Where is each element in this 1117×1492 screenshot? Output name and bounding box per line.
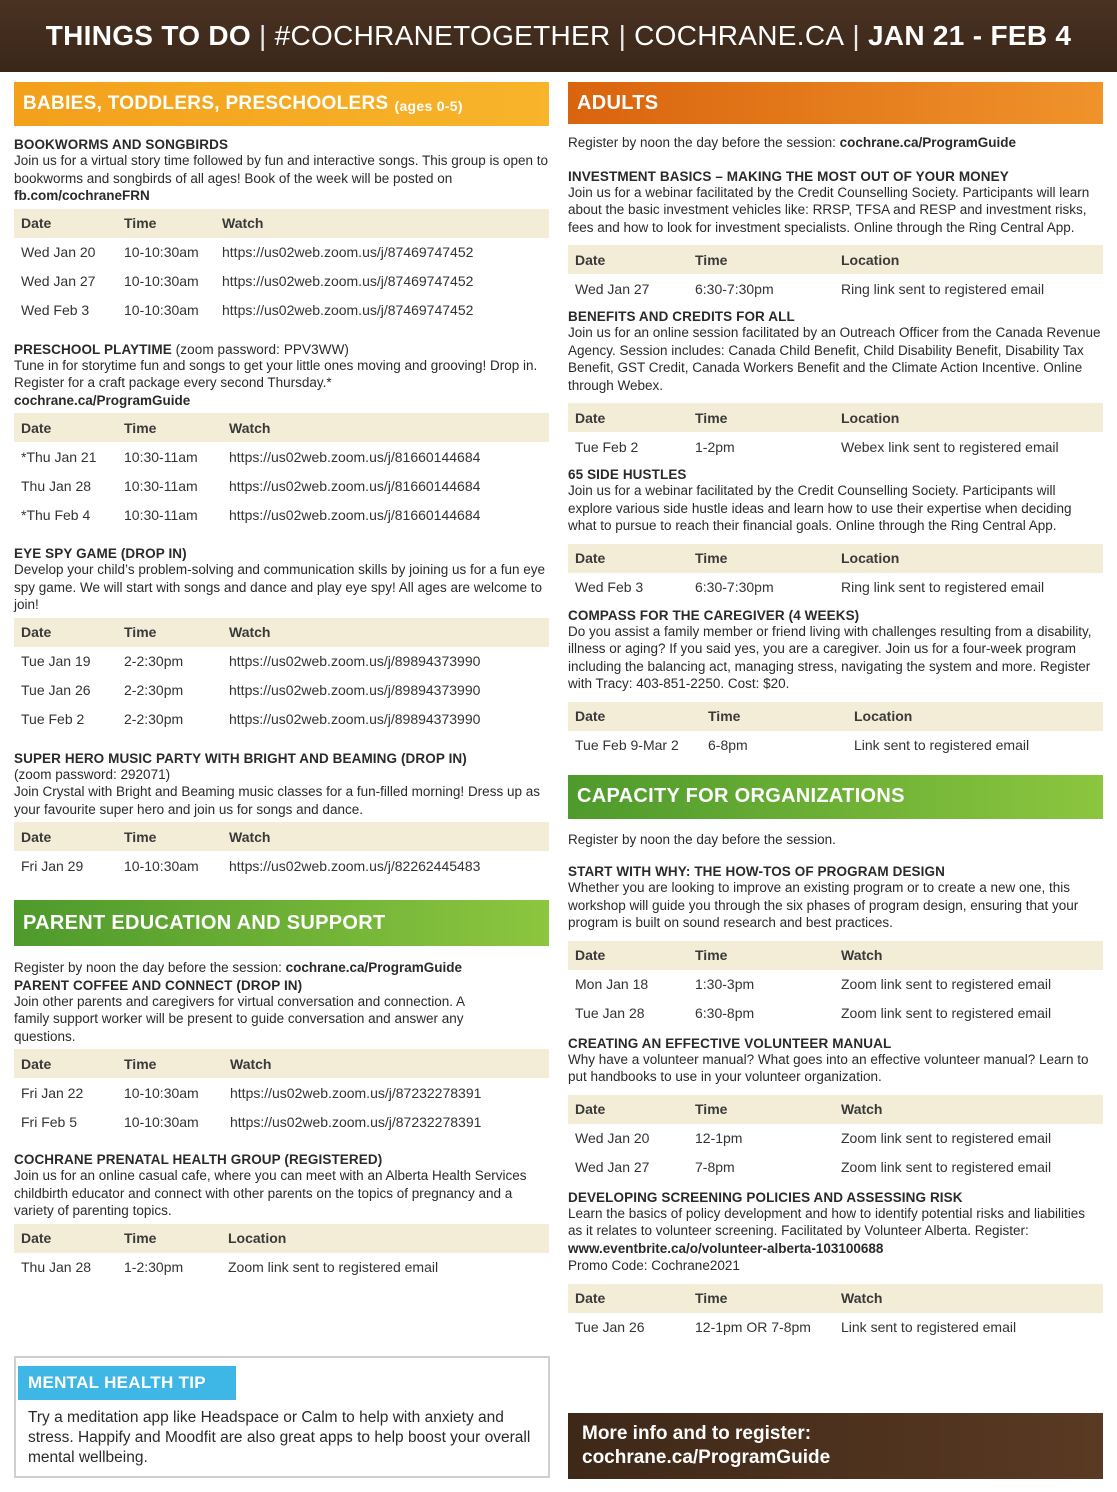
event-description: Tune in for storytime fun and songs to get your little ones moving and grooving! Drop in. Register for a craft package every second Thursday.* <box>14 357 538 390</box>
description-text: Join us for a virtual story time followed by fun and interactive songs. This group is open to bookworms and songbirds of all ages! Book of the week will be posted on <box>14 153 549 186</box>
cell-watch: Zoom link sent to registered email <box>841 1005 1052 1021</box>
more-info-link[interactable]: cochrane.ca/ProgramGuide <box>582 1447 831 1468</box>
col-header-date: Date <box>14 1049 117 1078</box>
event-description: Join us for a webinar facilitated by the Credit Counselling Society. Participants will learn about the basic investment vehicles like: RRSP, TFSA and RESP and investment risks, fees and how to look for investment specialists. Online through the Ring Central App. <box>568 184 1090 235</box>
col-header-location: Location <box>847 702 1103 731</box>
section-title: ADULTS <box>577 91 659 114</box>
event-compass-for-caregiver <box>568 608 1103 760</box>
event-eye-spy <box>14 546 549 734</box>
table-row <box>14 500 549 529</box>
table-header-row <box>568 245 1103 274</box>
table-row <box>14 1078 549 1107</box>
event-description <box>568 1205 1103 1258</box>
col-header-watch: Watch <box>222 413 549 442</box>
program-guide-link[interactable]: cochrane.ca/ProgramGuide <box>285 960 462 975</box>
cell-date: Tue Jan 26 <box>575 1319 645 1335</box>
zoom-password: (zoom password: PPV3WW) <box>171 341 350 357</box>
table-header-row <box>568 1284 1103 1313</box>
col-header-watch: Watch <box>222 618 549 647</box>
cell-time: 10:30-11am <box>124 506 198 523</box>
event-title: SUPER HERO MUSIC PARTY WITH BRIGHT AND BEAMING (DROP IN) <box>14 750 467 766</box>
table-row <box>14 676 549 705</box>
section-header-mental-health <box>18 1366 236 1400</box>
cell-date: Fri Jan 29 <box>21 857 84 874</box>
event-description: Whether you are looking to improve an existing program or to create a new one, this workshop will guide you through the six phases of program design, ensuring that your program is built on sound research and best practices. <box>568 880 1079 930</box>
section-header-parent-education <box>14 900 549 946</box>
table-header-row <box>14 1224 549 1253</box>
event-title: PARENT COFFEE AND CONNECT (DROP IN) <box>14 977 303 993</box>
section-header-capacity <box>568 775 1103 819</box>
col-header-time: Time <box>688 941 834 970</box>
event-title <box>14 342 549 357</box>
col-header-date: Date <box>14 209 117 238</box>
cell-watch: Zoom link sent to registered email <box>841 976 1052 992</box>
schedule-table <box>568 1095 1103 1182</box>
table-header-row <box>14 618 549 647</box>
table-header-row <box>14 209 549 238</box>
event-super-hero-music-party <box>14 751 549 881</box>
event-description: Why have a volunteer manual? What goes into an effective volunteer manual? Learn to put handbooks to use in your volunteer organization. <box>568 1051 1089 1084</box>
cell-time: 12-1pm OR 7-8pm <box>695 1319 811 1335</box>
left-column <box>14 82 549 1282</box>
cell-time: 1-2:30pm <box>124 1259 184 1275</box>
table-header-row <box>568 403 1103 432</box>
event-description: Join Crystal with Bright and Beaming music classes for a fun-filled morning! Dress up as your favourite super hero and join us for songs and dance. <box>14 784 540 817</box>
schedule-table <box>14 413 549 529</box>
event-title: CREATING AN EFFECTIVE VOLUNTEER MANUAL <box>568 1035 892 1051</box>
col-header-watch: Watch <box>222 822 549 851</box>
cell-time: 6:30-8pm <box>695 1005 755 1021</box>
zoom-link[interactable]: https://us02web.zoom.us/j/89894373990 <box>229 653 481 669</box>
cell-location: Zoom link sent to registered email <box>228 1259 439 1275</box>
schedule-table <box>14 822 549 880</box>
table-row <box>14 647 549 676</box>
table-header-row <box>14 413 549 442</box>
table-row <box>568 999 1103 1028</box>
cell-time: 7-8pm <box>695 1159 735 1175</box>
col-header-date: Date <box>14 1224 117 1253</box>
cell-date: Tue Feb 9-Mar 2 <box>575 737 679 753</box>
col-header-watch: Watch <box>223 1049 549 1078</box>
event-parent-coffee <box>14 978 549 1137</box>
col-header-location: Location <box>221 1224 549 1253</box>
table-header-row <box>14 822 549 851</box>
cell-time: 10-10:30am <box>124 857 199 874</box>
table-header-row <box>568 1095 1103 1124</box>
col-header-date: Date <box>14 822 117 851</box>
col-header-date: Date <box>568 403 688 432</box>
col-header-time: Time <box>688 403 834 432</box>
event-investment-basics <box>568 169 1103 304</box>
cell-location: Webex link sent to registered email <box>841 438 1059 455</box>
cell-date: Tue Jan 26 <box>21 682 91 698</box>
col-header-location: Location <box>834 245 1103 274</box>
table-row <box>568 1313 1103 1342</box>
event-title: COCHRANE PRENATAL HEALTH GROUP (REGISTERED) <box>14 1152 383 1167</box>
table-row <box>14 471 549 500</box>
cell-time: 10-10:30am <box>124 302 199 318</box>
table-row <box>568 1124 1103 1153</box>
section-title: PARENT EDUCATION AND SUPPORT <box>23 911 386 934</box>
col-header-time: Time <box>688 1095 834 1124</box>
cell-date: Wed Jan 20 <box>575 1130 650 1146</box>
cell-watch: Zoom link sent to registered email <box>841 1130 1052 1146</box>
register-note <box>568 134 1103 152</box>
mental-health-tip-box <box>14 1356 550 1478</box>
zoom-link[interactable]: https://us02web.zoom.us/j/87469747452 <box>222 273 474 289</box>
col-header-time: Time <box>688 544 834 573</box>
col-header-watch: Watch <box>834 941 1103 970</box>
table-row <box>568 731 1103 760</box>
register-text: Register by noon the day before the session: <box>568 135 840 150</box>
col-header-time: Time <box>117 1224 221 1253</box>
col-header-time: Time <box>117 618 222 647</box>
description-text: Learn the basics of policy development and how to identify potential risks and liabilities as it relates to volunteer screening. Facilitated by Volunteer Alberta. Register: <box>568 1205 1086 1238</box>
cell-date: *Thu Feb 4 <box>21 506 91 523</box>
table-row <box>14 705 549 734</box>
event-side-hustles <box>568 467 1103 602</box>
event-title: 65 SIDE HUSTLES <box>568 467 687 482</box>
cell-date: Tue Jan 28 <box>575 1005 645 1021</box>
cell-date: Wed Jan 27 <box>575 280 650 297</box>
table-row <box>14 267 549 296</box>
section-header-babies <box>14 82 549 126</box>
table-row <box>14 1253 549 1282</box>
cell-time: 2-2:30pm <box>124 682 184 698</box>
mental-health-tip-text: Try a meditation app like Headspace or Calm to help with anxiety and stress. Happify and Moodfit are also great apps to help boost your overall mental wellbeing. <box>28 1409 531 1466</box>
facebook-link[interactable]: fb.com/cochraneFRN <box>14 188 150 203</box>
schedule-table <box>568 702 1103 760</box>
table-row <box>14 442 549 471</box>
schedule-table <box>568 544 1103 602</box>
page-banner <box>0 0 1117 72</box>
table-row <box>568 1153 1103 1182</box>
cell-watch: Zoom link sent to registered email <box>841 1159 1052 1175</box>
col-header-date: Date <box>14 618 117 647</box>
table-header-row <box>568 702 1103 731</box>
col-header-watch: Watch <box>215 209 549 238</box>
cell-location: Link sent to registered email <box>854 737 1030 753</box>
banner-website[interactable]: COCHRANE.CA <box>634 20 845 51</box>
cell-date: Wed Feb 3 <box>21 302 90 318</box>
zoom-password: (zoom password: 292071) <box>14 766 171 782</box>
schedule-table <box>568 245 1103 303</box>
event-description: Join us for an online casual cafe, where you can meet with an Alberta Health Services childbirth educator and connect with other parents on the topics of pregnancy and a variety of parenting topics. <box>14 1168 527 1218</box>
zoom-link[interactable]: https://us02web.zoom.us/j/89894373990 <box>229 682 481 698</box>
banner-dates: JAN 21 - FEB 4 <box>867 20 1072 51</box>
col-header-time: Time <box>688 1284 834 1313</box>
col-header-watch: Watch <box>834 1095 1103 1124</box>
zoom-link[interactable]: https://us02web.zoom.us/j/87232278391 <box>230 1084 482 1101</box>
table-row <box>568 432 1103 461</box>
cell-time: 6:30-7:30pm <box>695 579 774 595</box>
cell-date: Thu Jan 28 <box>21 1259 92 1275</box>
schedule-table <box>14 209 549 325</box>
schedule-table <box>568 403 1103 461</box>
register-text: Register by noon the day before the session: <box>14 960 286 975</box>
event-title: COMPASS FOR THE CAREGIVER (4 WEEKS) <box>568 607 860 623</box>
zoom-link[interactable]: https://us02web.zoom.us/j/87469747452 <box>222 244 474 260</box>
cell-time: 2-2:30pm <box>124 711 184 727</box>
section-title: CAPACITY FOR ORGANIZATIONS <box>577 785 905 807</box>
event-description: Join us for a webinar facilitated by the Credit Counselling Society. Participants will explore various side hustle ideas and learn how to use their expertise when deciding what to pursue to reach their financial goals. Online through the Ring Central App. <box>568 483 1072 533</box>
col-header-date: Date <box>568 1284 688 1313</box>
table-header-row <box>14 1049 549 1078</box>
banner-title: THINGS TO DO <box>45 20 252 51</box>
cell-time: 10-10:30am <box>124 1084 199 1101</box>
cell-date: Fri Feb 5 <box>21 1113 78 1130</box>
zoom-link[interactable]: https://us02web.zoom.us/j/87469747452 <box>222 302 474 318</box>
right-column <box>568 82 1103 1342</box>
cell-time: 10-10:30am <box>124 273 199 289</box>
cell-time: 10:30-11am <box>124 448 198 465</box>
cell-date: Wed Jan 27 <box>575 1159 650 1175</box>
schedule-table <box>14 1224 549 1282</box>
zoom-link[interactable]: https://us02web.zoom.us/j/81660144684 <box>229 477 481 494</box>
table-row <box>14 296 549 325</box>
col-header-time: Time <box>688 245 834 274</box>
cell-date: Thu Jan 28 <box>21 477 92 494</box>
col-header-location: Location <box>834 403 1103 432</box>
table-row <box>568 573 1103 602</box>
table-header-row <box>568 544 1103 573</box>
event-volunteer-manual <box>568 1036 1103 1182</box>
col-header-time: Time <box>117 413 222 442</box>
cell-date: Tue Feb 2 <box>21 711 85 727</box>
event-preschool-playtime <box>14 342 549 530</box>
more-info-text: More info and to register: <box>582 1423 812 1444</box>
event-description: Do you assist a family member or friend living with challenges resulting from a disability, illness or aging? If you said yes, you are a caregiver. Join us for a four-week program including the balancing act, managing stress, navigating the system and more. Register with Tracy: 403-851-2250. Cost: $20. <box>568 623 1092 691</box>
event-title: DEVELOPING SCREENING POLICIES AND ASSESSING RISK <box>568 1189 963 1205</box>
cell-date: Tue Jan 19 <box>21 653 91 669</box>
table-row <box>568 970 1103 999</box>
table-row <box>14 238 549 267</box>
zoom-link[interactable]: https://us02web.zoom.us/j/89894373990 <box>229 711 481 727</box>
event-title: EYE SPY GAME (DROP IN) <box>14 546 187 561</box>
table-header-row <box>568 941 1103 970</box>
table-row <box>14 1107 549 1136</box>
col-header-watch: Watch <box>834 1284 1103 1313</box>
eventbrite-link[interactable]: www.eventbrite.ca/o/volunteer-alberta-103100688 <box>568 1240 884 1256</box>
section-title: BABIES, TODDLERS, PRESCHOOLERS <box>23 93 389 114</box>
banner-separator: | <box>852 20 860 51</box>
cell-location: Ring link sent to registered email <box>841 579 1045 595</box>
col-header-date: Date <box>568 702 701 731</box>
event-title-text: PRESCHOOL PLAYTIME <box>14 341 172 357</box>
col-header-date: Date <box>14 413 117 442</box>
zoom-link[interactable]: https://us02web.zoom.us/j/82262445483 <box>229 857 481 874</box>
cell-date: Mon Jan 18 <box>575 976 649 992</box>
col-header-time: Time <box>117 209 215 238</box>
event-start-with-why <box>568 864 1103 1028</box>
zoom-link[interactable]: https://us02web.zoom.us/j/81660144684 <box>229 448 481 465</box>
schedule-table <box>568 941 1103 1028</box>
banner-separator: | <box>618 20 627 51</box>
program-guide-link[interactable] <box>14 392 549 410</box>
event-title: BENEFITS AND CREDITS FOR ALL <box>568 309 795 324</box>
event-screening-policies <box>568 1190 1103 1342</box>
event-title: INVESTMENT BASICS – MAKING THE MOST OUT OF YOUR MONEY <box>568 168 1009 184</box>
cell-time: 2-2:30pm <box>124 653 184 669</box>
col-header-date: Date <box>568 544 688 573</box>
banner-hashtag: #COCHRANETOGETHER <box>274 20 611 51</box>
cell-date: Wed Jan 20 <box>21 244 96 260</box>
cell-time: 10-10:30am <box>124 1113 199 1130</box>
event-description: Develop your child’s problem-solving and communication skills by joining us for a fun eye spy game. We will start with songs and dance and play eye spy! All ages are welcome to join! <box>14 562 546 612</box>
zoom-link[interactable]: https://us02web.zoom.us/j/81660144684 <box>229 506 481 523</box>
col-header-time: Time <box>117 822 222 851</box>
register-note <box>14 959 549 977</box>
register-note: Register by noon the day before the session. <box>568 831 836 847</box>
event-title: START WITH WHY: THE HOW-TOS OF PROGRAM DESIGN <box>568 864 945 879</box>
banner-separator: | <box>259 20 267 51</box>
cell-date: Tue Feb 2 <box>575 438 639 455</box>
more-info-banner <box>568 1413 1103 1479</box>
event-description: Join other parents and caregivers for virtual conversation and connection. A family support worker will be present to guide conversation and answer any questions. <box>14 993 465 1044</box>
col-header-time: Time <box>701 702 847 731</box>
promo-code: Promo Code: Cochrane2021 <box>568 1258 740 1273</box>
cell-time: 1:30-3pm <box>695 976 755 992</box>
table-row <box>568 274 1103 303</box>
cell-date: *Thu Jan 21 <box>21 448 97 465</box>
schedule-table <box>14 1049 549 1136</box>
col-header-date: Date <box>568 1095 688 1124</box>
event-benefits-and-credits <box>568 309 1103 461</box>
event-description: Join us for an online session facilitated by an Outreach Officer from the Canada Revenue Agency. Session includes: Canada Child Benefit, Child Disability Benefit, Disability Tax Benefit, GST Credit, Canada Workers Benefit and the Climate Action Incentive. Online through Webex. <box>568 325 1101 393</box>
table-row <box>14 851 549 880</box>
cell-time: 10-10:30am <box>124 244 199 260</box>
cell-watch: Link sent to registered email <box>841 1319 1017 1335</box>
cell-time: 12-1pm <box>695 1130 743 1146</box>
section-header-adults <box>568 82 1103 124</box>
section-age-range: (ages 0-5) <box>394 97 463 114</box>
event-bookworms <box>14 137 549 325</box>
cell-time: 10:30-11am <box>124 477 198 494</box>
col-header-time: Time <box>117 1049 223 1078</box>
event-description <box>14 152 549 205</box>
col-header-date: Date <box>568 245 688 274</box>
cell-date: Wed Feb 3 <box>575 579 644 595</box>
col-header-location: Location <box>834 544 1103 573</box>
event-prenatal-health-group <box>14 1152 549 1282</box>
event-title: BOOKWORMS AND SONGBIRDS <box>14 137 229 152</box>
cell-time: 6-8pm <box>708 737 748 753</box>
schedule-table <box>14 618 549 734</box>
col-header-date: Date <box>568 941 688 970</box>
cell-time: 6:30-7:30pm <box>695 280 774 297</box>
section-title: MENTAL HEALTH TIP <box>28 1373 206 1392</box>
zoom-link[interactable]: https://us02web.zoom.us/j/87232278391 <box>230 1113 482 1130</box>
cell-location: Ring link sent to registered email <box>841 280 1045 297</box>
cell-date: Fri Jan 22 <box>21 1084 84 1101</box>
cell-date: Wed Jan 27 <box>21 273 96 289</box>
schedule-table <box>568 1284 1103 1342</box>
program-guide-link-text[interactable]: cochrane.ca/ProgramGuide <box>14 392 191 408</box>
program-guide-link[interactable]: cochrane.ca/ProgramGuide <box>839 135 1016 150</box>
cell-time: 1-2pm <box>695 438 735 455</box>
